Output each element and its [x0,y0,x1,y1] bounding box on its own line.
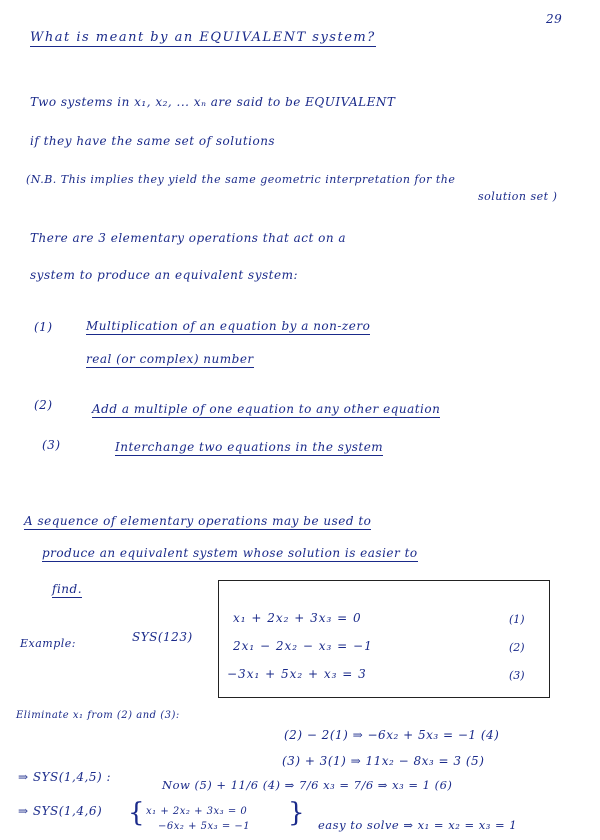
mini-system-line-1: x₁ + 2x₂ + 3x₃ = 0 [146,806,248,817]
nb-line-2: solution set ) [478,190,558,203]
op1-line-2: real (or complex) number [86,352,254,366]
easy-to-solve: easy to solve ⇒ x₁ = x₂ = x₃ = 1 [318,818,518,832]
system-equation-2-label: (2) [509,641,525,654]
sys-146: ⇒ SYS(1,4,6) [18,804,103,818]
operations-line-2: system to produce an equivalent system: [30,268,298,282]
sequence-line-1: A sequence of elementary operations may be used to [24,514,372,528]
system-equation-1: x₁ + 2x₂ + 3x₃ = 0 [233,611,362,625]
right-brace: } [288,798,306,828]
page-number: 29 [546,12,563,26]
sequence-line-3: find. [52,582,83,596]
definition-line-2: if they have the same set of solutions [30,134,276,148]
op1-number: (1) [34,320,53,334]
op3-text: Interchange two equations in the system [115,440,384,454]
op1-line-1: Multiplication of an equation by a non-zero [86,319,371,333]
system-equation-2: 2x₁ − 2x₂ − x₃ = −1 [233,639,373,653]
now-step: Now (5) + 11/6 (4) ⇒ 7/6 x₃ = 7/6 ⇒ x₃ = 1 (6) [162,778,453,792]
op2-number: (2) [34,398,53,412]
step-2: (3) + 3(1) ⇒ 11x₂ − 8x₃ = 3 (5) [282,754,485,768]
system-box [218,580,550,698]
step-1: (2) − 2(1) ⇒ −6x₂ + 5x₃ = −1 (4) [284,728,500,742]
example-label: Example: [20,637,76,650]
eliminate-line: Eliminate x₁ from (2) and (3): [16,710,180,721]
definition-line-1: Two systems in x₁, x₂, ... xₙ are said to be EQUIVALENT [30,95,396,109]
system-equation-3: −3x₁ + 5x₂ + x₃ = 3 [227,667,367,681]
op3-number: (3) [42,438,61,452]
nb-line-1: (N.B. This implies they yield the same geometric interpretation for the [26,173,456,186]
system-name: SYS(123) [132,630,193,644]
page-heading: What is meant by an EQUIVALENT system? [30,30,376,45]
mini-system-line-2: −6x₂ + 5x₃ = −1 [158,821,251,832]
left-brace: { [128,798,146,828]
operations-line-1: There are 3 elementary operations that act on a [30,231,347,245]
op2-text: Add a multiple of one equation to any other equation [92,402,441,416]
system-equation-3-label: (3) [509,669,525,682]
sys-145: ⇒ SYS(1,4,5) : [18,770,111,784]
system-equation-1-label: (1) [509,613,525,626]
sequence-line-2: produce an equivalent system whose solution is easier to [42,546,418,560]
